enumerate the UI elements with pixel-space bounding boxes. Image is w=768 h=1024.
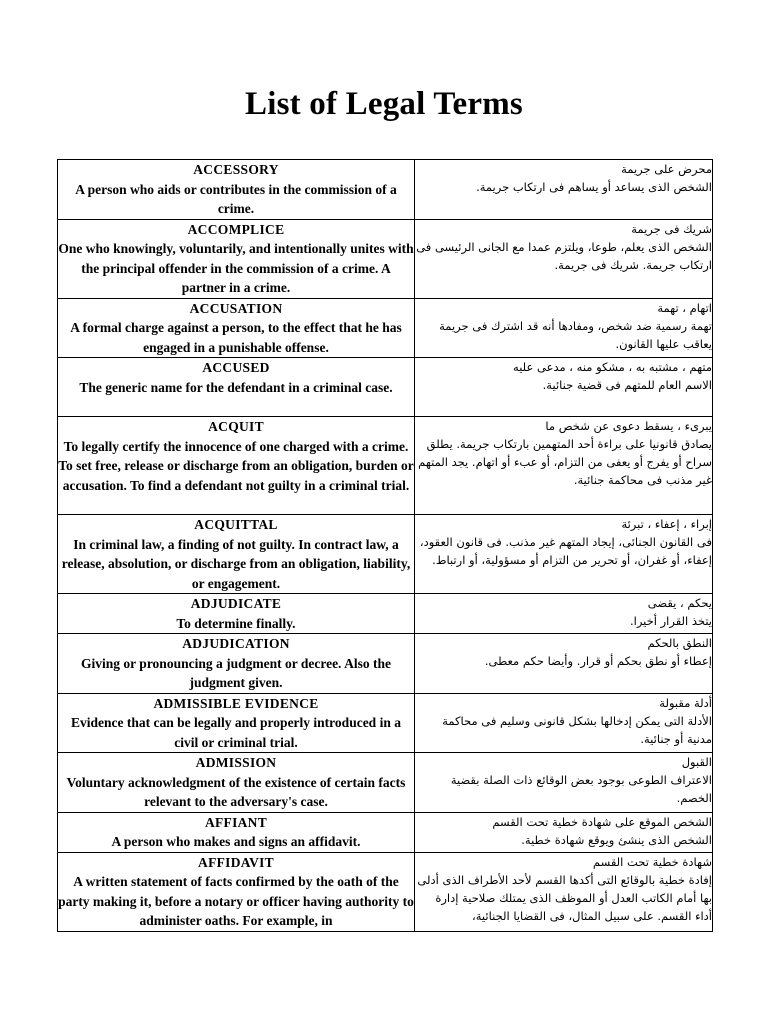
arabic-cell: [415, 693, 713, 753]
english-cell: [58, 634, 415, 694]
term-definition: One who knowingly, voluntarily, and intentionally unites with the principal offender in the commission of a crime. A partner in a crime.: [58, 241, 414, 295]
arabic-definition: الأدلة التى يمكن إدخالها بشكل قانونى وسليم فى محاكمة مدنية أو جنائية.: [442, 713, 712, 746]
arabic-definition: إعطاء أو نطق بحكم أو قرار. وأيضا حكم معطى.: [484, 654, 712, 668]
term-name: ACCUSED: [202, 360, 270, 375]
arabic-definition: الاعتراف الطوعى بوجود بعض الوقائع ذات الصلة بقضية الخصم.: [450, 773, 712, 805]
term-name: ADMISSIBLE EVIDENCE: [153, 695, 319, 711]
term-definition: Voluntary acknowledgment of the existence of certain facts relevant to the adversary's case.: [66, 774, 406, 809]
page-title: List of Legal Terms: [245, 86, 523, 122]
english-cell: [58, 515, 415, 594]
term-definition: The generic name for the defendant in a criminal case.: [79, 379, 393, 395]
arabic-definition: إفادة خطية بالوقائع التى أكدها القسم لأحد الأطراف الذى أدلى بها أمام الكاتب العدل أو الموظف الذى يمتلك صلاحية إدارة أداء القسم. على سبيل المثال، فى القضايا الجنائية،: [417, 872, 712, 923]
arabic-term: يبرىء ، يسقط دعوى عن شخص ما: [545, 419, 712, 433]
table-row: [58, 693, 713, 753]
arabic-term: شهادة خطية تحت القسم: [592, 854, 712, 869]
arabic-term: اتهام ، تهمة: [657, 300, 712, 315]
term-definition: To determine finally.: [176, 615, 296, 631]
arabic-definition: فى القانون الجنائى، إيجاد المتهم غير مذنب. فى قانون العقود، إعفاء، أو غفران، أو تحرير من التزام أو مسؤولية، أو ارتباط.: [419, 535, 712, 567]
english-cell: [58, 753, 415, 813]
arabic-cell: [415, 594, 713, 634]
arabic-term: الشخص الموقع على شهادة خطية تحت القسم: [492, 814, 712, 829]
english-cell: [58, 852, 415, 931]
table-row: [58, 852, 713, 931]
term-definition: A person who aids or contributes in the commission of a crime.: [75, 181, 397, 216]
arabic-definition: الشخص الذى ينشئ ويوقع شهادة خطية.: [521, 832, 712, 847]
term-definition: A person who makes and signs an affidavit.: [111, 834, 361, 849]
arabic-definition: تهمة رسمية ضد شخص، ومفادها أنه قد اشترك فى جريمة يعاقب عليها القانون.: [439, 318, 712, 351]
arabic-definition: الشخص الذى يساعد أو يساهم فى ارتكاب جريمة.: [476, 180, 712, 194]
table-row: [58, 515, 713, 594]
arabic-term: إبراء ، إعفاء ، تبرئة: [621, 517, 712, 531]
english-cell: [58, 358, 415, 417]
term-name: ADJUDICATE: [190, 596, 282, 611]
term-name: ACCOMPLICE: [187, 221, 285, 237]
english-cell: [58, 298, 415, 358]
term-name: ADJUDICATION: [182, 636, 290, 651]
table-row: [58, 634, 713, 694]
arabic-term: القبول: [681, 755, 712, 769]
term-name: ACQUIT: [208, 419, 264, 434]
table-row: [58, 219, 713, 298]
table-row: [58, 358, 713, 417]
term-name: ADMISSION: [195, 755, 277, 770]
term-definition: To legally certify the innocence of one charged with a crime. To set free, release or discharge from an obligation, burden or accusation. To find a defendant not guilty in a criminal trial.: [58, 438, 414, 493]
english-cell: [58, 812, 415, 852]
term-name: ACCESSORY: [193, 162, 279, 177]
english-cell: [58, 594, 415, 634]
arabic-definition: الشخص الذى يعلم، طوعا، ويلتزم عمدا مع الجانى الرئيسى فى ارتكاب جريمة. شريك فى جريمة.: [416, 239, 712, 272]
term-definition: Evidence that can be legally and properly introduced in a civil or criminal trial.: [71, 715, 401, 750]
legal-terms-table: [57, 159, 713, 932]
term-name: ACQUITTAL: [194, 517, 278, 532]
arabic-term: متهم ، مشتبه به ، مشكو منه ، مدعى عليه: [513, 360, 712, 374]
table-row: [58, 594, 713, 634]
arabic-cell: [415, 160, 713, 220]
table-row: [58, 417, 713, 515]
arabic-cell: [415, 298, 713, 358]
arabic-term: شريك فى جريمة: [631, 221, 712, 236]
term-name: AFFIDAVIT: [198, 854, 274, 870]
english-cell: [58, 160, 415, 220]
arabic-definition: يصادق قانونيا على براءة أحد المتهمين بارتكاب جريمة. يطلق سراح أو يفرج أو يعفى من التزام، أو عبء أو اتهام. يجد المتهم غير مذنب فى محاكمة جنائية.: [418, 437, 712, 487]
arabic-cell: [415, 753, 713, 813]
arabic-cell: [415, 852, 713, 931]
table-row: [58, 160, 713, 220]
term-name: ACCUSATION: [189, 300, 283, 316]
table-row: [58, 753, 713, 813]
arabic-term: محرض على جريمة: [621, 162, 712, 176]
english-cell: [58, 417, 415, 515]
arabic-term: النطق بالحكم: [647, 636, 712, 650]
arabic-cell: [415, 417, 713, 515]
english-cell: [58, 219, 415, 298]
arabic-definition: يتخذ القرار أخيرا.: [629, 614, 712, 628]
arabic-term: أدلة مقبولة: [659, 695, 712, 710]
arabic-cell: [415, 812, 713, 852]
arabic-definition: الاسم العام للمتهم فى قضية جنائية.: [542, 378, 712, 392]
term-definition: Giving or pronouncing a judgment or decree. Also the judgment given.: [81, 655, 391, 690]
term-definition: In criminal law, a finding of not guilty. In contract law, a release, absolution, or discharge from an obligation, liability, or engagement.: [61, 536, 411, 591]
arabic-cell: [415, 358, 713, 417]
arabic-cell: [415, 219, 713, 298]
english-cell: [58, 693, 415, 753]
term-name: AFFIANT: [204, 814, 268, 830]
arabic-cell: [415, 515, 713, 594]
term-definition: A written statement of facts confirmed by the oath of the party making it, before a notary or officer having authority to administer oaths. For example, in: [58, 874, 414, 928]
arabic-term: يحكم ، يقضى: [647, 596, 712, 610]
table-row: [58, 298, 713, 358]
arabic-cell: [415, 634, 713, 694]
table-row: [58, 812, 713, 852]
term-definition: A formal charge against a person, to the effect that he has engaged in a punishable offense.: [70, 320, 402, 355]
